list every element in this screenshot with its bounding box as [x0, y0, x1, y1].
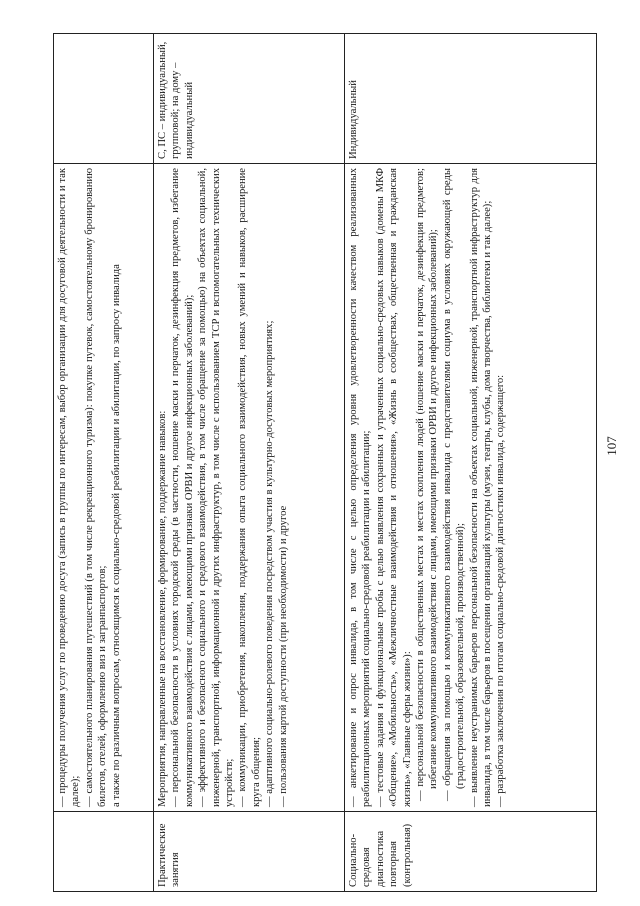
list-item: — адаптивного социально-ролевого поведения посредством участия в культурно-досуговых мероприятиях;: [264, 320, 276, 807]
row-name-cell: Социально-средовая диагностика повторная (контрольная): [345, 812, 597, 892]
list-item: — самостоятельного планирования путешествий (в том числе рекреационного туризма): покупке путевок, самостоятельному бронированию билетов, отелей, оформлению виз и загранпаспортов;: [83, 168, 109, 807]
list-item: Мероприятия, направленные на восстановление, формирование, поддержание навыков:: [157, 410, 168, 807]
list-item: а также по различным вопросам, относящимся к социально-средовой реабилитации и абилитации, по запросу инвалида: [110, 264, 122, 807]
list-item: — персональной безопасности в общественных местах и местах скопления людей (ношение маски и перчаток, дезинфекция предметов; избегание коммуникативного взаимодействия с лицами, имеющими признаки ОРВИ и другое инфекционных заболеваний);: [415, 168, 440, 801]
page-number: 107: [603, 436, 619, 456]
table-row: [54, 34, 154, 892]
services-table: [53, 33, 597, 892]
row-form-cell: Индивидуальный: [345, 34, 597, 164]
list-item: — эффективного и безопасного социального и средового взаимодействия, в том числе обращение за помощью) на объектах социальной, инженерной, транспортной, информационной и других инфраструктур, в том числе с использованием ТСР и вспомогательных технических устройств;: [197, 168, 236, 807]
list-item: — коммуникации, приобретения, накопления, поддержания опыта социального взаимодействия, новых умений и навыков, расширение круга общения;: [237, 168, 262, 807]
list-item: — разработка заключения по итогам социально-средовой диагностики инвалида, содержащего:: [495, 374, 507, 807]
row-content-cell: [345, 164, 597, 812]
table-row: [154, 34, 345, 892]
row-name-cell: Практические занятия: [154, 812, 345, 892]
list-item: — пользования картой доступности (при необходимости) и другое: [277, 505, 289, 807]
row-form-cell: [54, 34, 154, 164]
list-item: — обращения за помощью и коммуникативного взаимодействия инвалида с представителями социума в условиях окружающей среды (градостроительной, образовательной, производственной);: [441, 168, 467, 801]
list-item: — тестовые задания и функциональные пробы с целью выявления сохранных и утраченных социально-средовых навыков (домены МКФ «Общение», «Мобильность», «Межличностные взаимодействия и отношения», «Жизнь в сообществах, общественная и гражданская жизнь», «Главные сферы жизни»):: [374, 168, 413, 807]
list-item: — процедуры получения услуг по проведению досуга (запись в группы по интересам, выбор организации для досуговой деятельности и так далее);: [57, 168, 82, 807]
list-item: — персональной безопасности в условиях городской среды (в частности, ношение маски и перчаток, дезинфекция предметов, избегание коммуникативного взаимодействия с лицами, имеющими признаки ОРВИ и другое инфекционных заболеваний);: [170, 168, 195, 807]
table-row: [345, 34, 597, 892]
row-name-cell: [54, 812, 154, 892]
row-form-cell: С, ПС – индивидуальный, групповой; на дому – индивидуальный: [154, 34, 345, 164]
rotated-page: [53, 34, 583, 892]
list-item: — анкетирование и опрос инвалида, в том числе с целью определения уровня удовлетворенности качеством реализованных реабилитационных мероприятий социально-средовой реабилитации и абилитации;: [348, 168, 373, 807]
row-content-cell: [54, 164, 154, 812]
row-content-cell: [154, 164, 345, 812]
list-item: — выявление неустранимых барьеров персональной безопасности на объектах социальной, инженерной, транспортной инфраструктур для инвалида, в том числе барьеров в посещении организаций культуры (музеи, театры, клубы, дома творчества, библиотеки и так далее);: [468, 168, 494, 807]
